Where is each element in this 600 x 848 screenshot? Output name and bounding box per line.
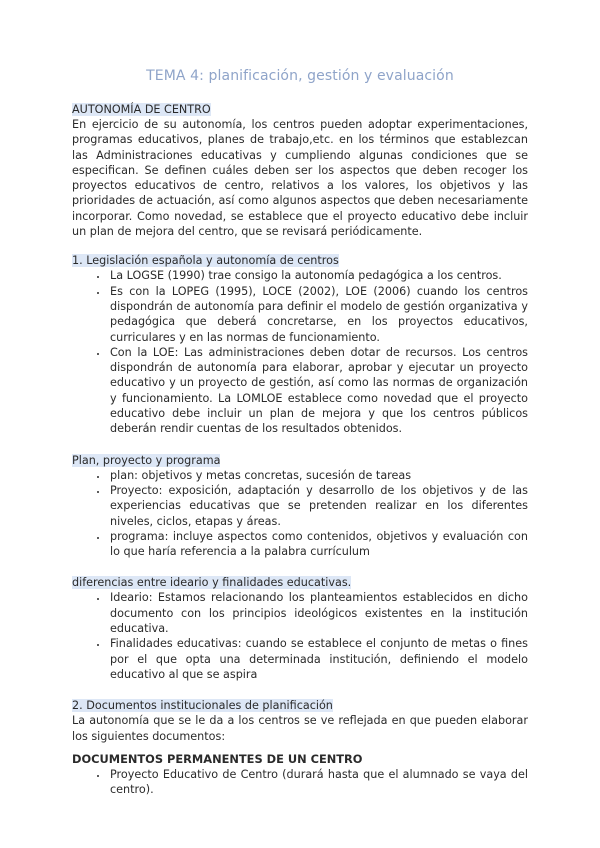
section-ideario bbox=[72, 571, 528, 682]
list-item: • Es con la LOPEG (1995), LOCE (2002), LOE (2006) cuando los centros dispondrán de autonomía para definir el modelo de gestión organizativa y pedagógica que deberá concretarse, en los proyectos educativos, curriculares y en las normas de funcionamiento. bbox=[108, 284, 528, 345]
section-heading: 2. Documentos institucionales de planificación bbox=[72, 699, 333, 713]
section-legislacion bbox=[72, 249, 528, 436]
list-item: • La LOGSE (1990) trae consigo la autonomía pedagógica a los centros. bbox=[108, 268, 528, 283]
section-plan-proyecto bbox=[72, 449, 528, 560]
section-heading: diferencias entre ideario y finalidades educativas. bbox=[72, 576, 352, 590]
list-item: • Ideario: Estamos relacionando los planteamientos establecidos en dicho documento con los principios ideológicos existentes en la institución educativa. bbox=[108, 590, 528, 636]
section-paragraph: En ejercicio de su autonomía, los centros pueden adoptar experimentaciones, programas educativos, planes de trabajo,etc. en los términos que establezcan las Administraciones educativas y cumpliendo algunas condiciones que se especifican. Se definen cuáles deben ser los aspectos que deben recoger los proyectos educativos de centro, relativos a los valores, los objetivos y las prioridades de actuación, así como algunos aspectos que deben necesariamente incorporar. Como novedad, se establece que el proyecto educativo debe incluir un plan de mejora del centro, que se revisará periódicamente. bbox=[72, 118, 528, 239]
subsection-heading: DOCUMENTOS PERMANENTES DE UN CENTRO bbox=[72, 751, 363, 766]
section-heading: Plan, proyecto y programa bbox=[72, 453, 221, 467]
section-autonomia bbox=[72, 98, 528, 239]
section-heading: AUTONOMÍA DE CENTRO bbox=[72, 103, 211, 116]
list-item: • Proyecto Educativo de Centro (durará hasta que el alumnado se vaya del centro). bbox=[108, 767, 528, 798]
page-title: TEMA 4: planificación, gestión y evaluación bbox=[146, 68, 454, 84]
list-item: • Con la LOE: Las administraciones deben dotar de recursos. Los centros dispondrán de autonomía para elaborar, aprobar y ejecutar un proyecto educativo y un proyecto de gestión, así como las normas de organización y funcionamiento. La LOMLOE establece como novedad que el proyecto educativo debe incluir un plan de mejora y que los centros públicos deberán rendir cuentas de los resultados obtenidos. bbox=[108, 345, 528, 437]
section-heading: 1. Legislación española y autonomía de centros bbox=[72, 254, 339, 268]
bullet-list bbox=[72, 590, 528, 682]
bullet-list bbox=[72, 468, 528, 560]
list-item: • Proyecto: exposición, adaptación y desarrollo de los objetivos y de las experiencias educativas que se pretenden realizar en los diferentes niveles, ciclos, etapas y áreas. bbox=[108, 483, 528, 529]
list-item: • programa: incluye aspectos como contenidos, objetivos y evaluación con lo que haría referencia a la palabra currículum bbox=[108, 529, 528, 560]
bullet-list bbox=[72, 767, 528, 798]
bullet-list bbox=[72, 268, 528, 436]
section-paragraph: La autonomía que se le da a los centros se ve reflejada en que pueden elaborar los siguientes documentos: bbox=[72, 714, 528, 743]
section-documentos bbox=[72, 694, 528, 797]
list-item: • Finalidades educativas: cuando se establece el conjunto de metas o fines por el que opta una determinada institución, definiendo el modelo educativo al que se aspira bbox=[108, 636, 528, 682]
list-item: • plan: objetivos y metas concretas, sucesión de tareas bbox=[108, 468, 528, 483]
